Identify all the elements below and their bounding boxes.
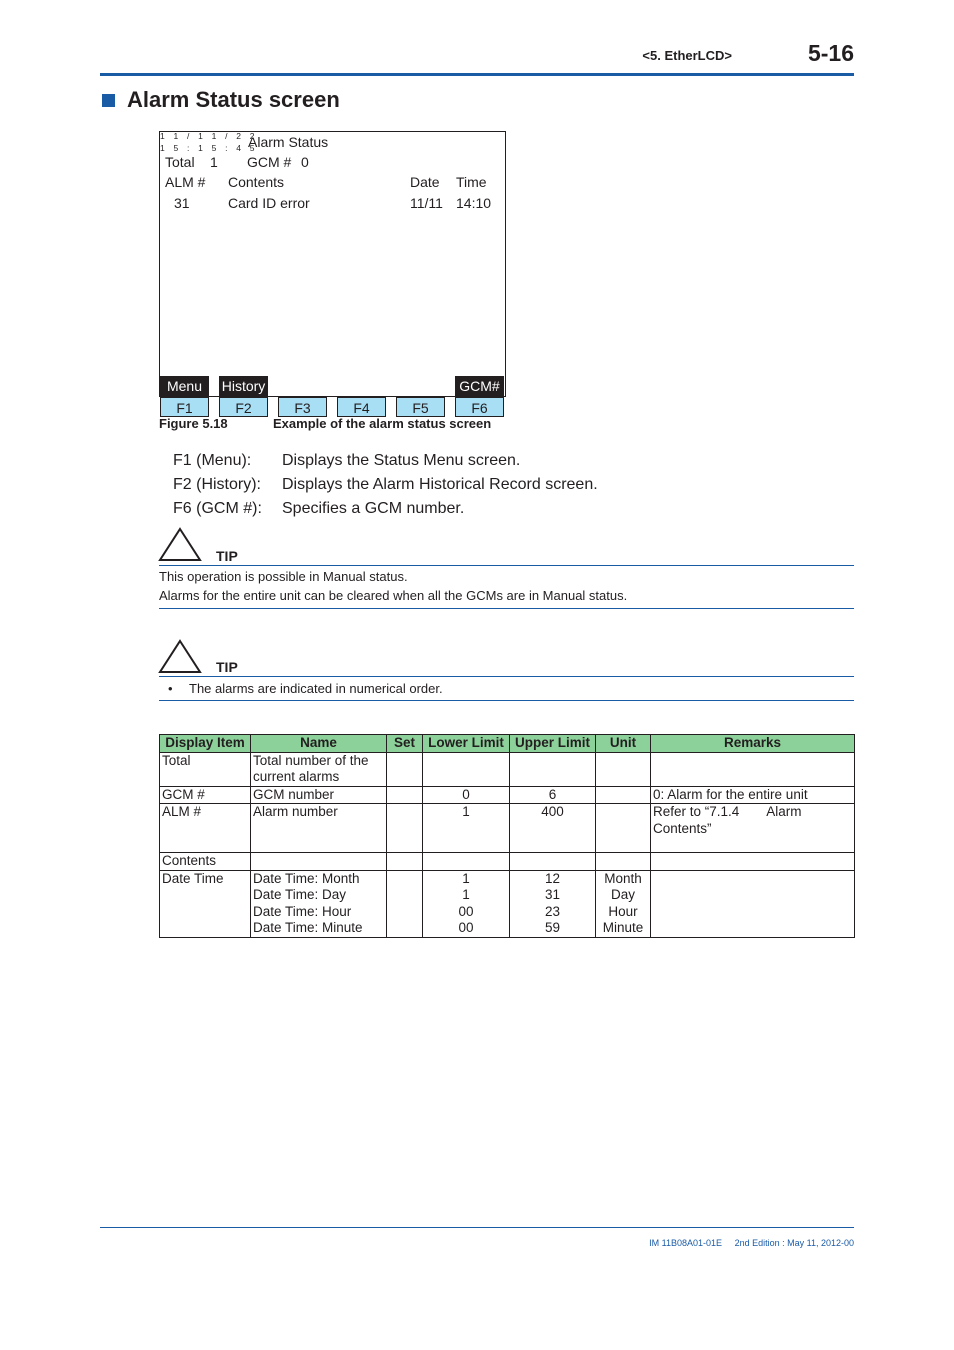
cell-item: Date Time <box>160 870 251 937</box>
header-remarks: Remarks <box>651 735 855 753</box>
lcd-gcm-value: 0 <box>301 154 309 170</box>
tip-text-line: Alarms for the entire unit can be cleared when all the GCMs are in Manual status. <box>159 588 628 603</box>
cell-upper: 400 <box>510 804 596 853</box>
datetime-upper: 12 <box>544 870 561 886</box>
lcd-screen-title: Alarm Status <box>248 134 329 150</box>
table-row <box>160 870 855 937</box>
header-upper-limit: Upper Limit <box>510 735 596 753</box>
table-header-row <box>160 735 855 753</box>
f6-key[interactable]: F6 <box>455 397 504 417</box>
tip-triangle-icon <box>158 639 202 675</box>
lcd-screen <box>159 131 506 397</box>
document-id: IM 11B08A01-01E <box>649 1238 723 1248</box>
datetime-upper: 31 <box>544 887 561 902</box>
table-row <box>160 804 855 853</box>
datetime-unit: Day <box>610 887 635 902</box>
cell-remarks: 0: Alarm for the entire unit <box>651 786 855 804</box>
lcd-row-time: 14:10 <box>456 195 492 211</box>
edition-info: 2nd Edition : May 11, 2012-00 <box>734 1238 854 1248</box>
lcd-col-time: Time <box>456 174 487 190</box>
lcd-gcm-label: GCM # <box>247 154 292 170</box>
tip-bullet: • <box>168 681 173 696</box>
lcd-col-date: Date <box>410 174 440 190</box>
figure-caption: Example of the alarm status screen <box>273 416 492 431</box>
desc-f6-key: F6 (GCM #): <box>173 500 262 517</box>
header-rule <box>100 73 854 76</box>
f2-key[interactable]: F2 <box>219 397 268 417</box>
tip-bottom-rule <box>159 700 854 701</box>
lcd-total-value: 1 <box>210 154 218 170</box>
cell-item: GCM # <box>160 786 251 804</box>
cell-name: GCM number <box>251 786 387 804</box>
header-display-item: Display Item <box>160 735 251 753</box>
tip-bottom-rule <box>159 608 854 609</box>
header-lower-limit: Lower Limit <box>423 735 510 753</box>
cell-name <box>251 870 387 937</box>
cell-item: Contents <box>160 853 251 871</box>
desc-f1-key: F1 (Menu): <box>173 452 252 469</box>
datetime-lower: 1 <box>462 887 470 902</box>
lcd-row-date: 11/11 <box>410 195 443 211</box>
table-row <box>160 853 855 871</box>
cell-name: Total number of the current alarms <box>251 752 387 786</box>
chapter-title: <5. EtherLCD> <box>642 48 732 63</box>
lcd-total-label: Total <box>165 154 195 170</box>
datetime-upper: 59 <box>544 920 561 935</box>
cell-name: Alarm number <box>251 804 387 853</box>
desc-f2-key: F2 (History): <box>173 476 261 493</box>
header-name: Name <box>251 735 387 753</box>
parameter-table <box>159 734 855 938</box>
cell-item: ALM # <box>160 804 251 853</box>
table-row <box>160 752 855 786</box>
tip-heading: TIP <box>216 548 238 564</box>
section-bullet-icon <box>102 94 115 107</box>
tip-text-line: The alarms are indicated in numerical order. <box>189 681 443 696</box>
history-softkey[interactable]: History <box>219 376 268 396</box>
tip-text-line: This operation is possible in Manual status. <box>159 569 408 584</box>
figure-label: Figure 5.18 <box>159 416 228 431</box>
lcd-col-alm: ALM # <box>165 174 206 190</box>
table-row <box>160 786 855 804</box>
lcd-row-alm: 31 <box>174 195 190 211</box>
datetime-name: Date Time: Month <box>253 870 360 886</box>
datetime-unit: Minute <box>602 920 644 935</box>
datetime-name: Date Time: Minute <box>253 920 363 935</box>
cell-item: Total <box>160 752 251 786</box>
header-set: Set <box>387 735 423 753</box>
datetime-name: Date Time: Day <box>253 887 347 902</box>
menu-softkey[interactable]: Menu <box>160 376 209 396</box>
desc-f2-value: Displays the Alarm Historical Record screen. <box>282 476 598 493</box>
tip-heading: TIP <box>216 659 238 675</box>
desc-f6-value: Specifies a GCM number. <box>282 500 465 517</box>
desc-f1-value: Displays the Status Menu screen. <box>282 452 521 469</box>
tip-top-rule <box>159 565 854 566</box>
f4-key[interactable]: F4 <box>337 397 386 417</box>
datetime-unit: Month <box>604 870 642 886</box>
f1-key[interactable]: F1 <box>160 397 209 417</box>
datetime-unit: Hour <box>608 903 638 919</box>
f3-key[interactable]: F3 <box>278 397 327 417</box>
lcd-row-contents: Card ID error <box>228 195 310 211</box>
lcd-date-digits: 1 1 / 1 1 / 2 2 <box>160 131 258 141</box>
lcd-col-contents: Contents <box>228 174 285 190</box>
section-title: Alarm Status screen <box>127 87 340 112</box>
datetime-upper: 23 <box>544 903 561 919</box>
datetime-lower: 1 <box>462 870 470 886</box>
footer-rule <box>100 1227 854 1228</box>
cell-lower: 1 <box>423 804 510 853</box>
datetime-lower: 00 <box>458 903 474 919</box>
cell-unit <box>596 870 651 937</box>
tip-top-rule <box>159 676 854 677</box>
cell-upper <box>510 870 596 937</box>
cell-lower <box>423 870 510 937</box>
datetime-lower: 00 <box>458 920 474 935</box>
gcm-softkey[interactable]: GCM# <box>455 376 504 396</box>
footer-text <box>560 1238 854 1248</box>
datetime-name: Date Time: Hour <box>253 903 352 919</box>
cell-upper: 6 <box>510 786 596 804</box>
cell-remarks: Refer to “7.1.4 Alarm Contents” <box>651 804 855 853</box>
header-unit: Unit <box>596 735 651 753</box>
cell-lower: 0 <box>423 786 510 804</box>
page-number: 5-16 <box>807 40 854 66</box>
tip-triangle-icon <box>158 527 202 563</box>
f5-key[interactable]: F5 <box>396 397 445 417</box>
lcd-time-digits: 1 5 : 1 5 : 4 5 <box>160 143 258 153</box>
